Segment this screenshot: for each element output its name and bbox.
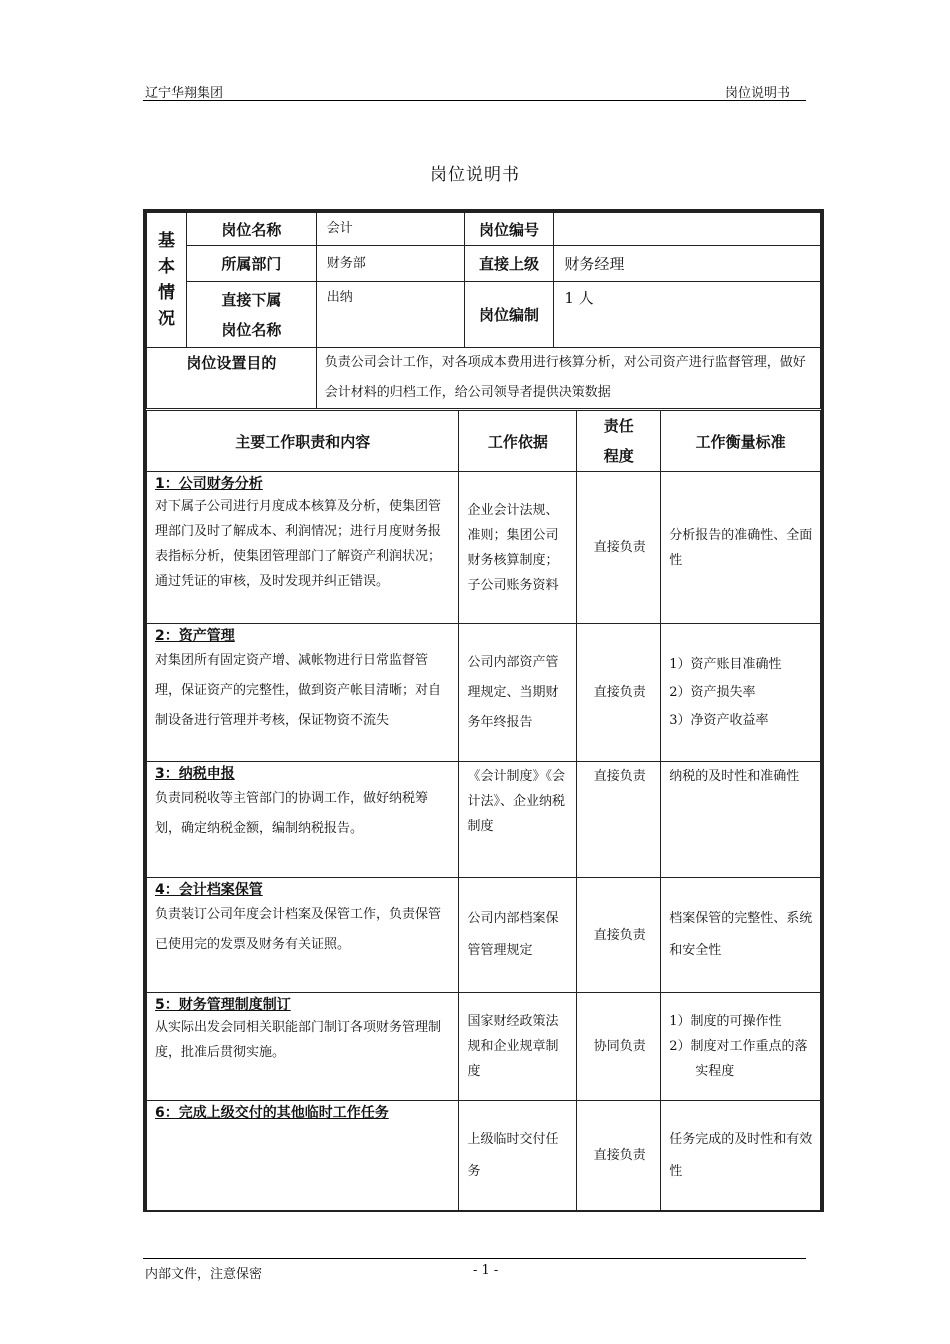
standard-item: 分析报告的准确性、全面性 <box>669 527 813 568</box>
duty-content <box>147 993 459 1101</box>
duty-standard <box>661 993 821 1101</box>
col-header-resp-line2: 程度 <box>603 447 634 465</box>
section-char: 本 <box>157 257 175 277</box>
headcount-value: 1 人 <box>554 282 821 348</box>
col-header-resp-line1: 责任 <box>603 417 634 435</box>
duty-responsibility: 协同负责 <box>577 993 661 1101</box>
duty-basis: 企业会计法规、准则；集团公司财务核算制度；子公司账务资料 <box>459 472 577 624</box>
duty-content <box>147 472 459 624</box>
standard-item: 纳税的及时性和准确性 <box>669 769 800 784</box>
duty-basis: 上级临时交付任务 <box>459 1101 577 1211</box>
duty-title: 4：会计档案保管 <box>155 882 263 898</box>
duty-standard <box>661 762 821 878</box>
duty-title: 5：财务管理制度制订 <box>155 997 291 1013</box>
standard-item: 档案保管的完整性、系统和安全性 <box>669 911 813 958</box>
page-footer <box>143 1258 806 1282</box>
subordinate-value: 出纳 <box>316 282 464 348</box>
duty-title: 2：资产管理 <box>155 628 235 644</box>
dept-value: 财务部 <box>316 246 464 282</box>
subordinate-label <box>186 282 316 348</box>
duty-text: 对集团所有固定资产增、减帐物进行日常监督管理，保证资产的完整性，做到资产帐目清晰；对自制设备进行管理并考核，保证物资不流失 <box>155 653 442 728</box>
basic-section-label <box>147 213 187 348</box>
duty-basis: 公司内部档案保管管理规定 <box>459 878 577 993</box>
col-header-basis: 工作依据 <box>459 411 577 472</box>
document-title: 岗位说明书 <box>430 165 520 185</box>
col-header-responsibility <box>577 411 661 472</box>
post-no-value <box>554 213 821 246</box>
post-name-value: 会计 <box>316 213 464 246</box>
duty-responsibility: 直接负责 <box>577 1101 661 1211</box>
duty-basis: 国家财经政策法规和企业规章制度 <box>459 993 577 1101</box>
duty-content <box>147 1101 459 1211</box>
duty-row <box>147 624 821 762</box>
duty-row <box>147 1101 821 1211</box>
confidential-note: 内部文件，注意保密 <box>145 1267 263 1282</box>
standard-item: 1）制度的可操作性 <box>669 1014 782 1029</box>
duty-row <box>147 878 821 993</box>
duty-title: 3：纳税申报 <box>155 766 235 782</box>
duty-responsibility: 直接负责 <box>577 624 661 762</box>
duty-standard <box>661 1101 821 1211</box>
duty-content <box>147 624 459 762</box>
subordinate-label-line2: 岗位名称 <box>221 320 282 339</box>
post-no-label: 岗位编号 <box>464 213 554 246</box>
duty-text: 负责同税收等主管部门的协调工作，做好纳税筹划，确定纳税金额，编制纳税报告。 <box>155 791 429 836</box>
duty-text: 负责装订公司年度会计档案及保管工作，负责保管已使用完的发票及财务有关证照。 <box>155 907 442 952</box>
standard-item: 1）资产账目准确性 <box>669 656 782 672</box>
headcount-label: 岗位编制 <box>464 282 554 348</box>
duty-standard <box>661 472 821 624</box>
standard-item: 2）制度对工作重点的落实程度 <box>669 1039 808 1079</box>
superior-label: 直接上级 <box>464 246 554 282</box>
standard-item: 任务完成的及时性和有效性 <box>669 1131 813 1179</box>
purpose-label: 岗位设置目的 <box>147 348 317 409</box>
page-number: - 1 - <box>473 1263 499 1278</box>
section-char: 况 <box>157 309 175 329</box>
section-char: 情 <box>157 283 175 303</box>
purpose-text: 负责公司会计工作，对各项成本费用进行核算分析，对公司资产进行监督管理，做好会计材料的归档工作，给公司领导者提供决策数据 <box>316 348 820 409</box>
subordinate-label-line1: 直接下属 <box>221 290 282 309</box>
section-char: 基 <box>157 231 175 251</box>
duty-title: 1：公司财务分析 <box>155 476 263 492</box>
dept-label: 所属部门 <box>186 246 316 282</box>
duty-responsibility: 直接负责 <box>577 878 661 993</box>
standard-item: 3）净资产收益率 <box>669 712 769 728</box>
duty-content <box>147 878 459 993</box>
standard-item: 2）资产损失率 <box>669 684 756 700</box>
duty-responsibility: 直接负责 <box>577 472 661 624</box>
basic-info-table <box>146 212 821 409</box>
form-frame-bottom <box>143 1210 824 1212</box>
duties-table <box>146 410 821 1211</box>
duty-text: 从实际出发会同相关职能部门制订各项财务管理制度，批准后贯彻实施。 <box>155 1020 442 1060</box>
duty-row <box>147 762 821 878</box>
duty-content <box>147 762 459 878</box>
col-header-content: 主要工作职责和内容 <box>147 411 459 472</box>
duty-text: 对下属子公司进行月度成本核算及分析，使集团管理部门及时了解成本、利润情况；进行月度财务报表指标分析，使集团管理部门了解资产利润状况；通过凭证的审核，及时发现并纠正错误。 <box>155 499 442 589</box>
col-header-standard: 工作衡量标准 <box>661 411 821 472</box>
superior-value: 财务经理 <box>554 246 821 282</box>
duty-title: 6：完成上级交付的其他临时工作任务 <box>155 1105 389 1121</box>
duty-responsibility: 直接负责 <box>577 762 661 878</box>
post-name-label: 岗位名称 <box>186 213 316 246</box>
duty-basis: 公司内部资产管理规定、当期财务年终报告 <box>459 624 577 762</box>
header-doc-type: 岗位说明书 <box>724 86 790 101</box>
company-name: 辽宁华翔集团 <box>145 86 224 101</box>
duty-row <box>147 993 821 1101</box>
duty-standard <box>661 624 821 762</box>
page-header <box>143 80 806 101</box>
duty-basis: 《会计制度》《会计法》、企业纳税制度 <box>459 762 577 878</box>
duty-row <box>147 472 821 624</box>
duty-standard <box>661 878 821 993</box>
